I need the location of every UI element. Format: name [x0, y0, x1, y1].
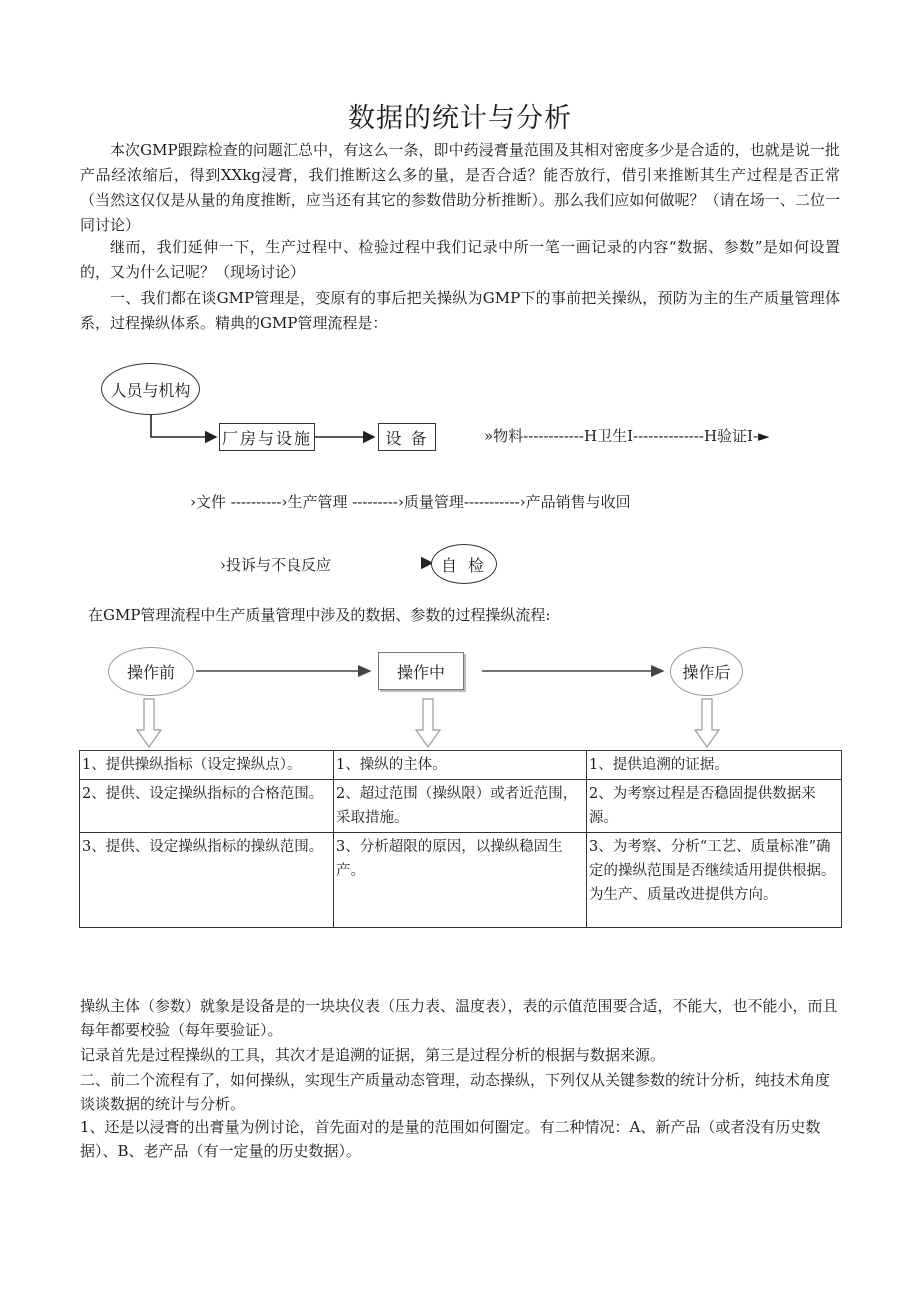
personnel-node: 人员与机构	[101, 363, 200, 415]
before-down-arrow	[137, 699, 161, 747]
facility-node: 厂房与设施	[219, 423, 315, 451]
table-cell: 1、操纵的主体。	[334, 751, 587, 780]
during-operation-node: 操作中	[378, 652, 464, 690]
during-down-arrow	[416, 699, 440, 747]
equipment-node: 设 备	[378, 423, 436, 451]
intro-paragraph-3: 一、我们都在谈GMP管理是，变原有的事后把关操纵为GMP下的事前把关操纵，预防为主的生产质量管理体系，过程操纵体系。精典的GMP管理流程是：	[80, 289, 840, 332]
table-cell: 3、为考察、分析“工艺、质量标准”确定的操纵范围是否继续适用提供根据。为生产、质量改进提供方向。	[587, 833, 842, 928]
table-cell: 2、提供、设定操纵指标的合格范围。	[80, 780, 334, 833]
table-cell: 1、提供追溯的证据。	[587, 751, 842, 780]
table-cell: 3、提供、设定操纵指标的操纵范围。	[80, 833, 334, 928]
documents-flow-text: ›文件 ----------›生产管理 ---------›质量管理-----------›产品销售与收回	[190, 493, 631, 511]
complaints-text: ›投诉与不良反应	[220, 556, 331, 574]
self-inspection-node: 自 检	[431, 544, 497, 584]
intro-paragraph-2: 继而，我们延伸一下，生产过程中、检验过程中我们记录中所一笔一画记录的内容“数据、参数”是如何设置的，又为什么记呢？（现场讨论）	[80, 238, 840, 281]
materials-flow-text: »物料------------H卫生I--------------H验证I-►	[484, 427, 770, 445]
before-operation-node: 操作前	[108, 647, 194, 696]
table-cell: 1、提供操纵指标（设定操纵点）。	[80, 751, 334, 780]
after-down-arrow	[695, 699, 719, 747]
page-title: 数据的统计与分析	[348, 103, 572, 134]
intro-paragraph-1: 本次GMP跟踪检查的问题汇总中，有这么一条，即中药浸膏量范围及其相对密度多少是合适的，也就是说一批产品经浓缩后，得到XXkg浸膏，我们推断这么多的量，是否合适？能否放行，借引来推断其生产过程是否正常（当然这仅仅是从量的角度推断，应当还有其它的参数借助分析推断）。那么我们应如何做呢？（请在场一、二位一同讨论）	[80, 141, 840, 234]
table-row	[80, 780, 842, 833]
process-operations-table	[79, 750, 842, 928]
table-cell: 2、超过范围（操纵限）或者近范围，采取措施。	[334, 780, 587, 833]
closing-paragraph-1: 操纵主体（参数）就象是设备是的一块块仪表（压力表、温度表），表的示值范围要合适，不能大，也不能小，而且每年都要校验（每年要验证）。	[80, 997, 838, 1039]
closing-paragraph-4: 1、还是以浸膏的出膏量为例讨论，首先面对的是量的范围如何圈定。有二种情况：A、新产品（或者没有历史数据）、B、老产品（有一定量的历史数据）。	[80, 1118, 821, 1160]
personnel-to-facility-arrow	[151, 415, 216, 437]
table-cell: 3、分析超限的原因，以操纵稳固生产。	[334, 833, 587, 928]
table-row	[80, 751, 842, 780]
process-caption: 在GMP管理流程中生产质量管理中涉及的数据、参数的过程操纵流程:	[88, 606, 551, 624]
closing-paragraph-2: 记录首先是过程操纵的工具，其次才是追溯的证据，第三是过程分析的根据与数据来源。	[80, 1046, 666, 1064]
closing-paragraph-3: 二、前二个流程有了，如何操纵，实现生产质量动态管理，动态操纵，下列仅从关键参数的统计分析，纯技术角度谈谈数据的统计与分析。	[80, 1071, 831, 1113]
table-cell: 2、为考察过程是否稳固提供数据来源。	[587, 780, 842, 833]
after-operation-node: 操作后	[670, 647, 743, 696]
table-row	[80, 833, 842, 928]
